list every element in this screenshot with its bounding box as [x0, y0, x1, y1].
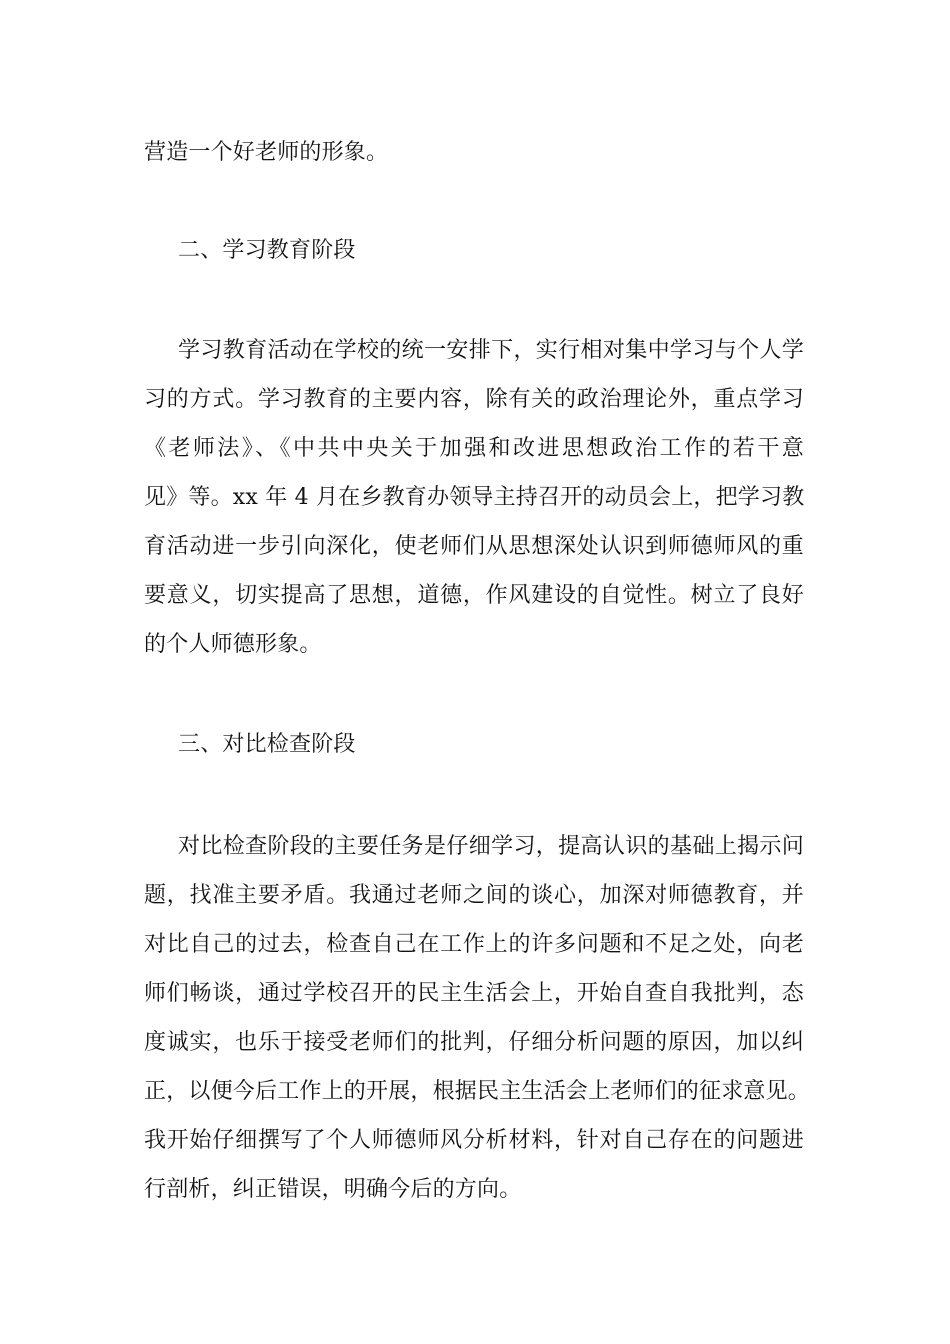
paragraph-line: 营造一个好老师的形象。: [144, 140, 389, 165]
paragraph-line: 习的方式。学习教育的主要内容，除有关的政治理论外，重点学习: [144, 387, 804, 412]
paragraph-line: 我开始仔细撰写了个人师德师风分析材料，针对自己存在的问题进: [144, 1128, 804, 1153]
paragraph-line: 的个人师德形象。: [144, 632, 322, 657]
paragraph-line: 对比自己的过去，检查自己在工作上的许多问题和不足之处，向老: [144, 932, 804, 957]
paragraph-line: 行剖析，纠正错误，明确今后的方向。: [144, 1177, 522, 1202]
paragraph-line: 题，找准主要矛盾。我通过老师之间的谈心，加深对师德教育，并: [144, 883, 804, 908]
section-heading-3: 三、对比检查阶段: [178, 732, 356, 757]
paragraph-line: 育活动进一步引向深化，使老师们从思想深处认识到师德师风的重: [144, 534, 804, 559]
paragraph-line: 师们畅谈，通过学校召开的民主生活会上，开始自查自我批判，态: [144, 981, 804, 1006]
paragraph-line: 正，以便今后工作上的开展，根据民主生活会上老师们的征求意见。: [144, 1079, 811, 1104]
paragraph-line: 见》等。xx 年 4 月在乡教育办领导主持召开的动员会上，把学习教: [144, 485, 805, 510]
paragraph-line: 要意义，切实提高了思想，道德，作风建设的自觉性。树立了良好: [144, 583, 804, 608]
paragraph-line: 《老师法》、《中共中央关于加强和改进思想政治工作的若干意: [144, 436, 804, 461]
paragraph-line: 学习教育活动在学校的统一安排下，实行相对集中学习与个人学: [178, 338, 804, 363]
section-heading-2: 二、学习教育阶段: [178, 238, 356, 263]
paragraph-line: 度诚实，也乐于接受老师们的批判，仔细分析问题的原因，加以纠: [144, 1030, 804, 1055]
paragraph-line: 对比检查阶段的主要任务是仔细学习，提高认识的基础上揭示问: [178, 834, 804, 859]
